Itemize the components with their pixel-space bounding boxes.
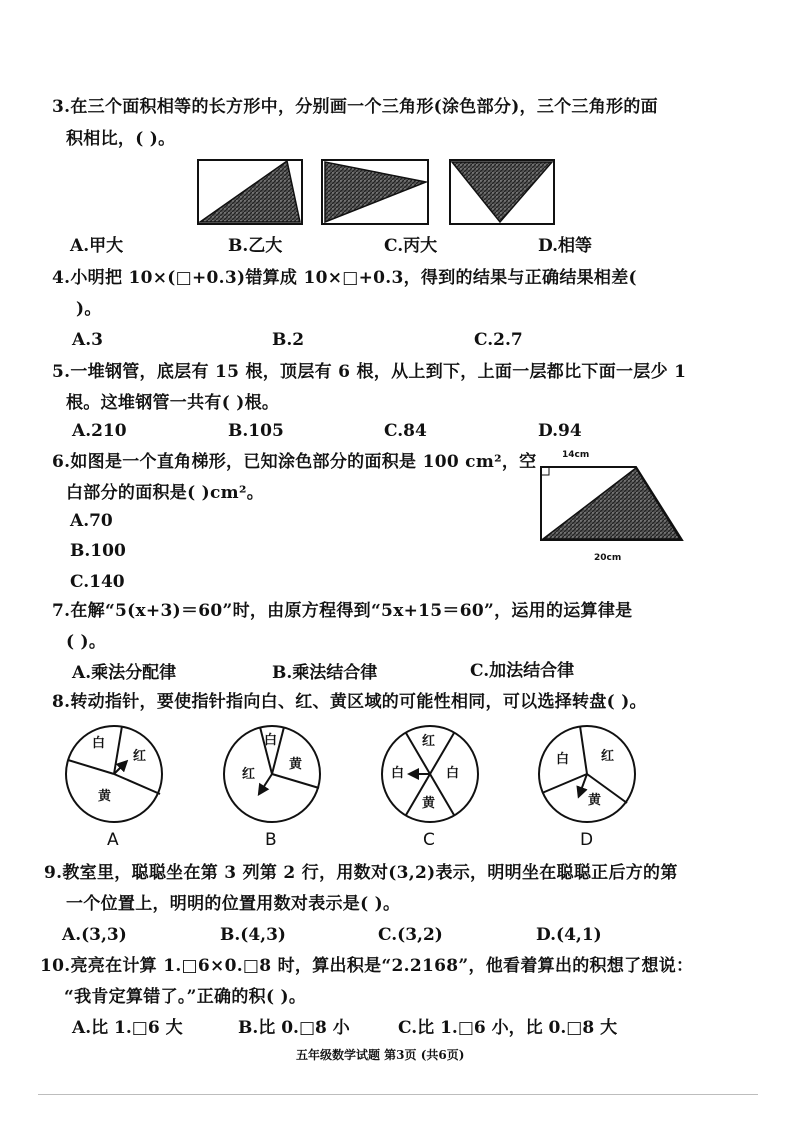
q9-option-c[interactable]: C.(3,2) bbox=[378, 925, 443, 945]
wheel-b[interactable] bbox=[224, 726, 320, 822]
q3-option-b[interactable]: B.乙大 bbox=[228, 236, 283, 256]
wheel-d-label-0: 白 bbox=[556, 752, 570, 767]
q9-text-line2: 一个位置上，明明的位置用数对表示是( )。 bbox=[66, 894, 401, 914]
q5-option-c[interactable]: C.84 bbox=[384, 421, 427, 441]
trapezoid-bottom-label: 20cm bbox=[594, 553, 622, 563]
q10-option-c[interactable]: C.比 1.□6 小，比 0.□8 大 bbox=[398, 1018, 618, 1038]
q3-option-d[interactable]: D.相等 bbox=[538, 236, 593, 256]
q3-option-a[interactable]: A.甲大 bbox=[70, 236, 124, 256]
q4-text-line1: 4.小明把 10×(□+0.3)错算成 10×□+0.3，得到的结果与正确结果相差( bbox=[52, 268, 637, 288]
wheel-c-label-1: 白 bbox=[391, 766, 405, 781]
q6-text-line2: 白部分的面积是( )cm²。 bbox=[66, 483, 264, 503]
q9-option-a[interactable]: A.(3,3) bbox=[62, 925, 127, 945]
wheel-a[interactable] bbox=[66, 726, 162, 822]
q6-text-line1: 6.如图是一个直角梯形，已知涂色部分的面积是 100 cm²，空 bbox=[52, 452, 537, 472]
wheel-d[interactable] bbox=[539, 726, 635, 822]
wheel-c-label-3: 黄 bbox=[422, 796, 436, 811]
q10-option-a[interactable]: A.比 1.□6 大 bbox=[72, 1018, 183, 1038]
q5-option-d[interactable]: D.94 bbox=[538, 421, 582, 441]
q5-text-line2: 根。这堆钢管一共有( )根。 bbox=[66, 393, 280, 413]
wheel-c-letter: C bbox=[423, 830, 435, 850]
q7-option-c[interactable]: C.加法结合律 bbox=[470, 661, 575, 681]
q8-text-line1: 8.转动指针，要使指针指向白、红、黄区域的可能性相同，可以选择转盘( )。 bbox=[52, 692, 647, 712]
q3-text-line2: 积相比，( )。 bbox=[66, 129, 176, 149]
q5-option-b[interactable]: B.105 bbox=[228, 421, 284, 441]
q4-option-b[interactable]: B.2 bbox=[272, 330, 305, 350]
wheel-c-label-2: 白 bbox=[446, 766, 460, 781]
q9-option-d[interactable]: D.(4,1) bbox=[536, 925, 602, 945]
q6-option-c[interactable]: C.140 bbox=[70, 572, 125, 592]
wheel-d-label-1: 红 bbox=[601, 749, 615, 764]
q5-option-a[interactable]: A.210 bbox=[72, 421, 127, 441]
wheel-a-label-2: 黄 bbox=[98, 789, 112, 804]
bottom-divider bbox=[38, 1094, 758, 1095]
q7-option-a[interactable]: A.乘法分配律 bbox=[72, 663, 177, 683]
wheel-a-letter: A bbox=[107, 830, 119, 850]
q10-option-b[interactable]: B.比 0.□8 小 bbox=[238, 1018, 350, 1038]
q6-option-a[interactable]: A.70 bbox=[70, 511, 113, 531]
q4-option-a[interactable]: A.3 bbox=[72, 330, 103, 350]
q10-text-line2: “我肯定算错了。”正确的积( )。 bbox=[64, 987, 307, 1007]
q7-option-b[interactable]: B.乘法结合律 bbox=[272, 663, 378, 683]
q6-option-b[interactable]: B.100 bbox=[70, 541, 126, 561]
q10-text-line1: 10.亮亮在计算 1.□6×0.□8 时，算出积是“2.2168”，他看着算出的积想了想说： bbox=[40, 956, 694, 976]
q5-text-line1: 5.一堆钢管，底层有 15 根，顶层有 6 根，从上到下，上面一层都比下面一层少 1 bbox=[52, 362, 687, 382]
wheel-b-label-1: 黄 bbox=[289, 757, 303, 772]
wheel-b-letter: B bbox=[265, 830, 277, 850]
wheel-b-label-0: 白 bbox=[264, 733, 278, 748]
q4-option-c[interactable]: C.2.7 bbox=[474, 330, 523, 350]
wheel-c-label-0: 红 bbox=[422, 734, 436, 749]
wheel-d-letter: D bbox=[580, 830, 594, 850]
wheel-b-label-2: 红 bbox=[242, 767, 256, 782]
wheel-a-label-1: 红 bbox=[133, 749, 147, 764]
page-footer: 五年级数学试题 第3页 (共6页) bbox=[296, 1048, 465, 1062]
q7-text-line2: ( )。 bbox=[66, 632, 107, 652]
wheel-c[interactable] bbox=[382, 726, 478, 822]
q7-text-line1: 7.在解“5(x+3)＝60”时，由原方程得到“5x+15＝60”，运用的运算律是 bbox=[52, 601, 633, 621]
q3-text-line1: 3.在三个面积相等的长方形中，分别画一个三角形(涂色部分)，三个三角形的面 bbox=[52, 97, 658, 117]
wheel-d-label-2: 黄 bbox=[588, 793, 602, 808]
q9-text-line1: 9.教室里，聪聪坐在第 3 列第 2 行，用数对(3,2)表示，明明坐在聪聪正后方的第 bbox=[44, 863, 678, 883]
q3-option-c[interactable]: C.丙大 bbox=[384, 236, 438, 256]
q4-text-line2: )。 bbox=[76, 299, 102, 319]
q9-option-b[interactable]: B.(4,3) bbox=[220, 925, 286, 945]
wheel-a-label-0: 白 bbox=[92, 736, 106, 751]
trapezoid-top-label: 14cm bbox=[562, 450, 590, 460]
